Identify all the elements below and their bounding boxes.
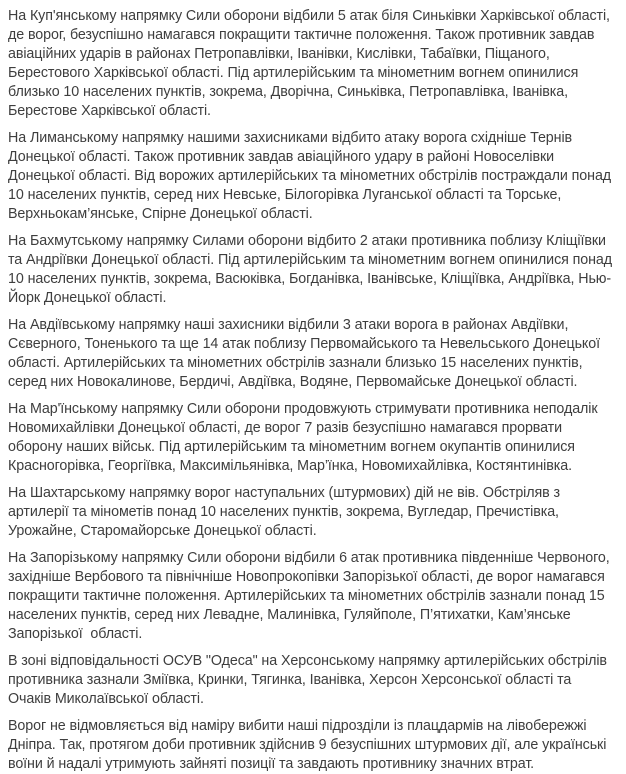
report-paragraph-lyman: На Лиманському напрямку нашими захисниками відбито атаку ворога східніше Тернів Донецької області. Також противник завдав авіаційного удару в районі Новоселівки Донецької області. Від ворожих артилерійських та мінометних обстрілів постраждали понад 10 населених пунктів, серед них Невське, Білогорівка Луганської області та Торське, Верхньокам’янське, Спірне Донецької області. <box>8 130 615 222</box>
report-paragraph-kupiansk: На Куп'янському напрямку Сили оборони відбили 5 атак біля Синьківки Харківської області, де ворог, безуспішно намагався покращити тактичне положення. Також противник завдав авіаційних ударів в районах Петропавлівки, Іванівки, Кислівки, Табаївки, Піщаного, Берестового Харківської області. Під артилерійським та мінометним вогнем опинилися близько 10 населених пунктів, зокрема, Дворічна, Синьківка, Петропавлівка, Іванівка, Берестове Харківської області. <box>8 8 614 119</box>
report-paragraph-avdiivka: На Авдіївському напрямку наші захисники відбили 3 атаки ворога в районах Авдіївки, Сєверного, Тоненького та ще 14 атак поблизу Первомайського та Невельського Донецької області. Артилерійських та мінометних обстрілів зазнали близько 15 населених пунктів, серед них Новокалинове, Бердичі, Авдіївка, Водяне, Первомайське Донецької області. <box>8 317 604 390</box>
report-paragraph-marinka: На Мар'їнському напрямку Сили оборони продовжують стримувати противника неподалік Новомихайлівки Донецької області, де ворог 7 разів безуспішно намагався прорвати оборону наших військ. Під артилерійським та мінометним вогнем окупантів опинилися Красногорівка, Георгіївка, Максимільянівка, Мар’їнка, Новомихайлівка, Костянтинівка. <box>8 401 602 474</box>
report-paragraph-dnipro-left-bank: Ворог не відмовляється від наміру вибити наші підрозділи із плацдармів на лівобережжі Дніпра. Так, протягом доби противник здійснив 9 безуспішних штурмових дії, але українські воїни й надалі утримують зайняті позиції та завдають противнику значних втрат. <box>8 718 611 772</box>
report-paragraph-kherson: В зоні відповідальності ОСУВ "Одеса" на Херсонському напрямку артилерійських обстрілів противника зазнали Зміївка, Кринки, Тягинка, Іванівка, Херсон Херсонської області та Очаків Миколаївської області. <box>8 653 611 707</box>
report-paragraph-zaporizhzhia: На Запорізькому напрямку Сили оборони відбили 6 атак противника південніше Червоного, західніше Вербового та північніше Новопрокопівки Запорізької області, де ворог намагався покращити тактичне положення. Артилерійських та мінометних обстрілів зазнали понад 15 населених пунктів, серед них Левадне, Малинівка, Гуляйполе, П’ятихатки, Кам’янське Запорізької області. <box>8 550 614 642</box>
report-paragraph-shakhtarsk: На Шахтарському напрямку ворог наступальних (штурмових) дій не вів. Обстріляв з артилерії та мінометів понад 10 населених пунктів, зокрема, Вугледар, Пречистівка, Урожайне, Старомайорське Донецької області. <box>8 485 564 539</box>
report-paragraph-bakhmut: На Бахмутському напрямку Силами оборони відбито 2 атаки противника поблизу Кліщіївки та Андріївки Донецької області. Під артилерійським та мінометним вогнем опинилися понад 10 населених пунктів, зокрема, Васюківка, Богданівка, Іванівське, Кліщіївка, Андріївка, Нью-Йорк Донецької області. <box>8 233 616 306</box>
